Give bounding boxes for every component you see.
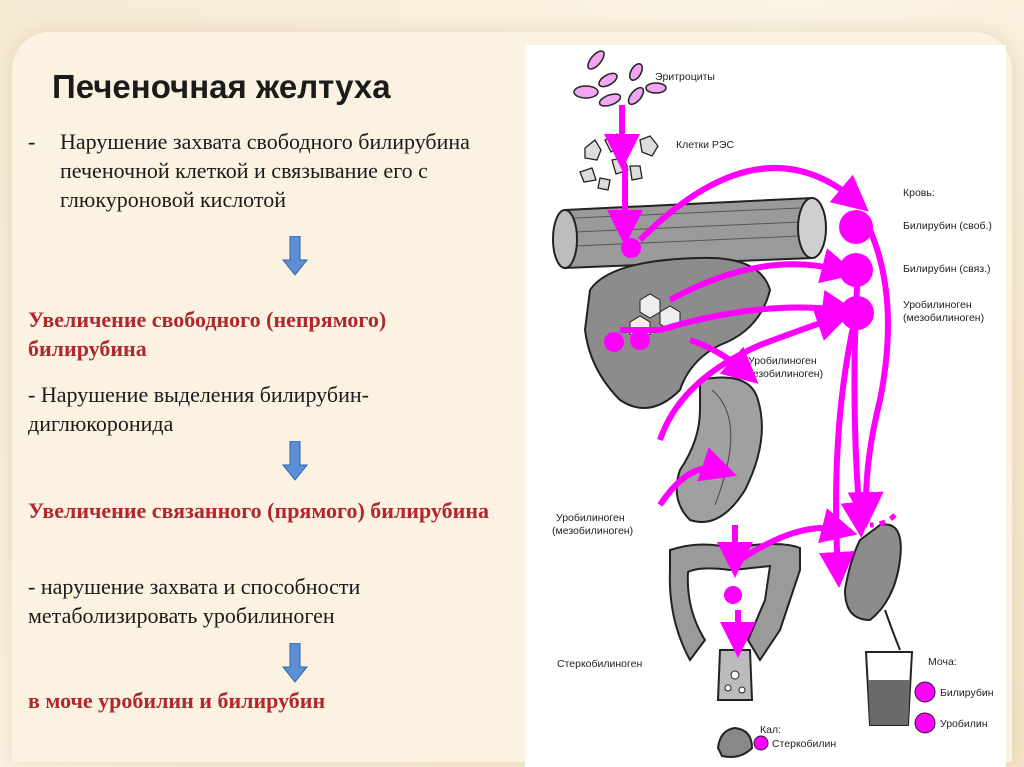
down-arrow-icon bbox=[282, 441, 308, 481]
label-urine-bilirubin: Билирубин bbox=[940, 687, 994, 699]
label-urobilinogen-blood-2: (мезобилиноген) bbox=[903, 312, 985, 324]
label-urobilinogen-bile-1: Уробилиноген bbox=[748, 355, 817, 367]
kidney-icon bbox=[845, 524, 901, 650]
label-urine: Моча: bbox=[928, 656, 957, 668]
label-feces: Кал: bbox=[760, 724, 781, 736]
down-arrow-icon bbox=[282, 236, 308, 276]
label-res-cells: Клетки РЭС bbox=[676, 139, 735, 151]
label-urobilinogen-blood-1: Уробилиноген bbox=[903, 299, 972, 311]
colon-icon bbox=[670, 544, 800, 700]
label-urobilinogen-bile-2: (мезобилиноген) bbox=[742, 368, 824, 380]
duodenum-icon bbox=[677, 378, 762, 523]
dashed-urobilin-arrow bbox=[870, 515, 895, 525]
label-urine-urobilin: Уробилин bbox=[940, 718, 988, 730]
label-urobilinogen-gut-1: Уробилиноген bbox=[556, 512, 625, 524]
bullet-capture-disorder bbox=[28, 127, 508, 214]
result-bound-bilirubin: Увеличение связанного (прямого) билирубина bbox=[28, 498, 489, 523]
label-stercobilin: Стеркобилин bbox=[772, 738, 837, 750]
diagram-canvas bbox=[525, 45, 1006, 767]
label-urobilinogen-gut-2: (мезобилиноген) bbox=[552, 525, 634, 537]
bullet-excretion-disorder: - Нарушение выделения билирубин-диглюкоронида bbox=[28, 382, 369, 436]
urine-urobilin-dot bbox=[915, 713, 935, 733]
bullet-capture-text: Нарушение захвата свободного билирубина печеночной клеткой и связывание его с глюкуроновой кислотой bbox=[60, 129, 470, 212]
result-urine-urobilin-bilirubin: в моче уробилин и билирубин bbox=[28, 688, 326, 713]
bullet-urobilinogen-disorder: - нарушение захвата и способности метаболизировать уробилиноген bbox=[28, 574, 361, 628]
label-erythrocytes: Эритроциты bbox=[655, 71, 715, 83]
slide-title: Печеночная желтуха bbox=[52, 68, 391, 105]
urine-bilirubin-dot bbox=[915, 682, 935, 702]
feces-icon bbox=[718, 728, 752, 757]
label-bilirubin-free: Билирубин (своб.) bbox=[903, 220, 992, 232]
down-arrow-icon bbox=[282, 643, 308, 683]
erythrocytes-icon bbox=[574, 48, 666, 108]
stercobilin-dot bbox=[754, 736, 768, 750]
label-blood: Кровь: bbox=[903, 187, 935, 199]
label-bilirubin-bound: Билирубин (связ.) bbox=[903, 263, 991, 275]
urine-glass-icon bbox=[866, 652, 912, 725]
bullet-dash: - bbox=[28, 129, 36, 154]
bilirubin-metabolism-diagram bbox=[525, 45, 1006, 767]
label-stercobilinogen: Стеркобилиноген bbox=[557, 658, 643, 670]
result-free-bilirubin: Увеличение свободного (непрямого) билирубина bbox=[28, 307, 387, 361]
